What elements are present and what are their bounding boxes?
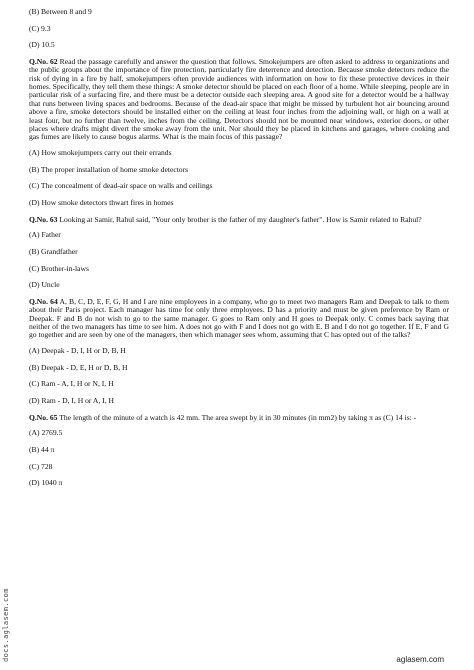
- question-number: Q.No. 65: [29, 412, 58, 422]
- question-text: Looking at Samir, Rahul said, "Your only brother is the father of my daughter's father". How is Samir related to Rahul?: [59, 214, 422, 224]
- q65-option-b: (B) 44 π: [29, 444, 55, 454]
- question-text: The length of the minute of a watch is 42 mm. The area swept by it in 30 minutes (in mm2) by taking π as (C) 14 is: -: [59, 412, 417, 422]
- question-page: [29, 8, 449, 496]
- q64-option-c: (C) Ram - A, I, H or N, I, H: [29, 379, 114, 389]
- q63-option-d: (D) Uncle: [29, 280, 60, 290]
- q61-option-c: (C) 9.3: [29, 23, 51, 33]
- q63-option-b: (B) Grandfather: [29, 247, 78, 256]
- q63-option-a: (A) Father: [29, 230, 61, 240]
- question-number: Q.No. 63: [29, 214, 58, 224]
- question-63: [29, 216, 449, 224]
- question-text: A, B, C, D, E, F, G, H and I are nine employees in a company, who go to meet two managers Ram and Deepak to talk to them about their Paris project. Each manager has time for only three employees. D has a priority and must be given preference by Ram or Deepak. F and B do not wish to go to the same manager. G goes to Ram only and H goes to Deepak only. C comes back saying that neither of the two managers has time to see him. A does not go with F and I does not go with E. B and I do not go together. If E, F and G go together and are seen by one of the managers, then which manager sees whom, assuming that C has opted out of the talks?: [29, 296, 449, 340]
- q62-option-b: (B) The proper installation of home smoke detectors: [29, 164, 189, 174]
- q65-option-c: (C) 728: [29, 461, 53, 471]
- q65-option-a: (A) 2769.5: [29, 428, 63, 438]
- q65-option-d: (D) 1040 π: [29, 478, 63, 488]
- q62-option-d: (D) How smoke detectors thwart fires in homes: [29, 198, 174, 208]
- question-number: Q.No. 64: [29, 296, 58, 306]
- question-62: [29, 58, 449, 142]
- q64-option-a: (A) Deepak - D, I, H or D, B, H: [29, 346, 126, 356]
- question-64: [29, 298, 449, 340]
- q61-option-b: (B) Between 8 and 9: [29, 7, 92, 16]
- footer-brand: aglasem.com: [396, 654, 444, 664]
- question-text: Read the passage carefully and answer the question that follows. Smokejumpers are often asked to address to organizations and the public groups about the importance of fire protection, particularly fire deterrence and detection. Because smoke detectors reduce the risk of dying in a fire by half, smokejumpers often provide audiences with information on how to fix these protective devices in their homes. Specifically, they tell them these things: A smoke detector should be placed on each floor of a home. While sleeping, people are in particular risk of a surfacing fire, and there must be a detector outside each sleeping area. A good site for a detector would be a hallway that runs between living spaces and bedrooms. Because of the dead-air space that might be missed by turbulent hot air bouncing around above a fire, smoke detectors should be installed either on the ceiling at least four inches from the adjoining wall, or high on a wall at least four, but no further than twelve, inches from the ceiling. Detectors should not be mounted near windows, exterior doors, or other places where drafts might divert the smoke away from the unit. Nor should they be placed in kitchens and garages, where cooking and gas fumes are likely to cause bogus alarms. What is the main focus of this passage?: [29, 56, 450, 142]
- question-number: Q.No. 62: [29, 56, 58, 66]
- q62-option-c: (C) The concealment of dead-air space on walls and ceilings: [29, 181, 213, 191]
- question-65: [29, 414, 449, 422]
- side-watermark: [2, 540, 14, 662]
- q64-option-d: (D) Ram - D, I, H or A, I, H: [29, 395, 114, 405]
- q62-option-a: (A) How smokejumpers carry out their errands: [29, 148, 172, 158]
- q61-option-d: (D) 10.5: [29, 40, 55, 50]
- q63-option-c: (C) Brother-in-laws: [29, 263, 89, 273]
- side-watermark-text: docs.aglasem.com: [2, 588, 10, 662]
- q64-option-b: (B) Deepak - D, E, H or D, B, H: [29, 362, 128, 372]
